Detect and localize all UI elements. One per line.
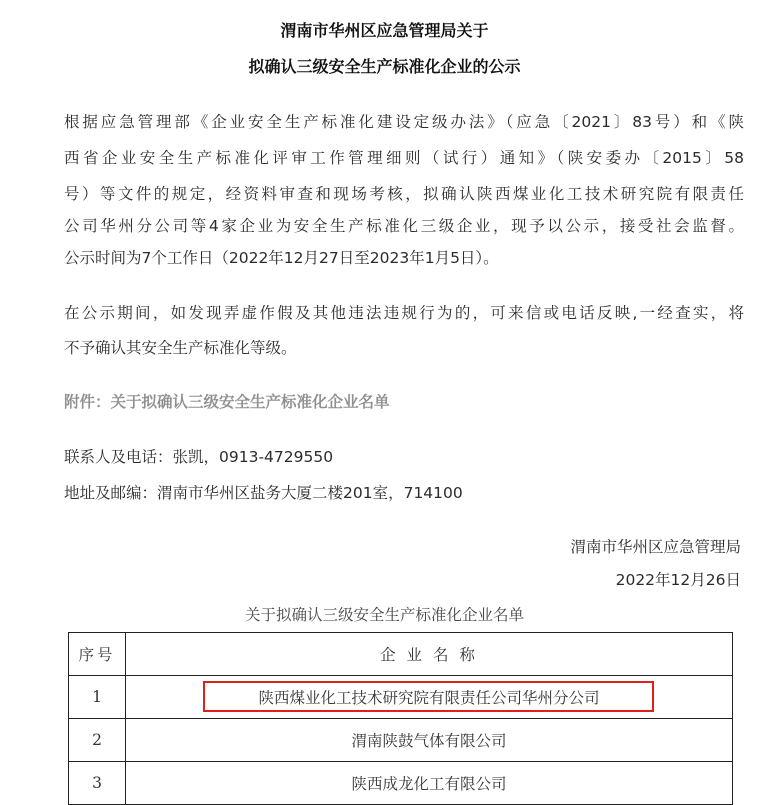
notice-title-line-2: 拟确认三级安全生产标准化企业的公示	[248, 57, 521, 76]
row-seq: 1	[69, 676, 126, 719]
paragraph-1-line: 公司华州分公司等4家企业为安全生产标准化三级企业，现予以公示，接受社会监督。	[64, 217, 744, 235]
address-info: 地址及邮编：渭南市华州区盐务大厦二楼201室，714100	[64, 484, 463, 502]
table-header-row	[69, 633, 733, 676]
paragraph-2-line: 在公示期间，如发现弄虚作假及其他违法违规行为的，可来信或电话反映,一经查实，将	[64, 304, 744, 322]
paragraph-1-line: 号）等文件的规定，经资料审查和现场考核，拟确认陕西煤业化工技术研究院有限责任	[64, 185, 744, 203]
notice-title-line-1: 渭南市华州区应急管理局关于	[280, 21, 489, 40]
enterprise-list-table	[68, 632, 733, 805]
signature-org: 渭南市华州区应急管理局	[570, 538, 741, 556]
attachment-label: 附件：关于拟确认三级安全生产标准化企业名单	[64, 393, 390, 411]
row-seq: 3	[69, 762, 126, 805]
row-seq: 2	[69, 719, 126, 762]
table-row	[69, 762, 733, 805]
paragraph-1-line: 根据应急管理部《企业安全生产标准化建设定级办法》（应急〔2021〕83号）和《陕	[64, 113, 744, 131]
header-seq: 序号	[69, 633, 126, 676]
table-row	[69, 719, 733, 762]
header-name: 企 业 名 称	[126, 633, 733, 676]
row-company-name: 陕西成龙化工有限公司	[126, 762, 733, 805]
table-row	[69, 676, 733, 719]
row-company-name: 渭南陕鼓气体有限公司	[126, 719, 733, 762]
list-title: 关于拟确认三级安全生产标准化企业名单	[244, 606, 524, 624]
contact-info: 联系人及电话：张凯，0913-4729550	[64, 448, 334, 466]
paragraph-1-line: 公示时间为7个工作日（2022年12月27日至2023年1月5日）。	[64, 249, 499, 267]
paragraph-1-line: 西省企业安全生产标准化评审工作管理细则（试行）通知》（陕安委办〔2015〕58	[64, 149, 744, 167]
signature-date: 2022年12月26日	[615, 571, 741, 589]
paragraph-2-line: 不予确认其安全生产标准化等级。	[64, 339, 297, 357]
row-company-name: 陕西煤业化工技术研究院有限责任公司华州分公司	[126, 676, 733, 719]
